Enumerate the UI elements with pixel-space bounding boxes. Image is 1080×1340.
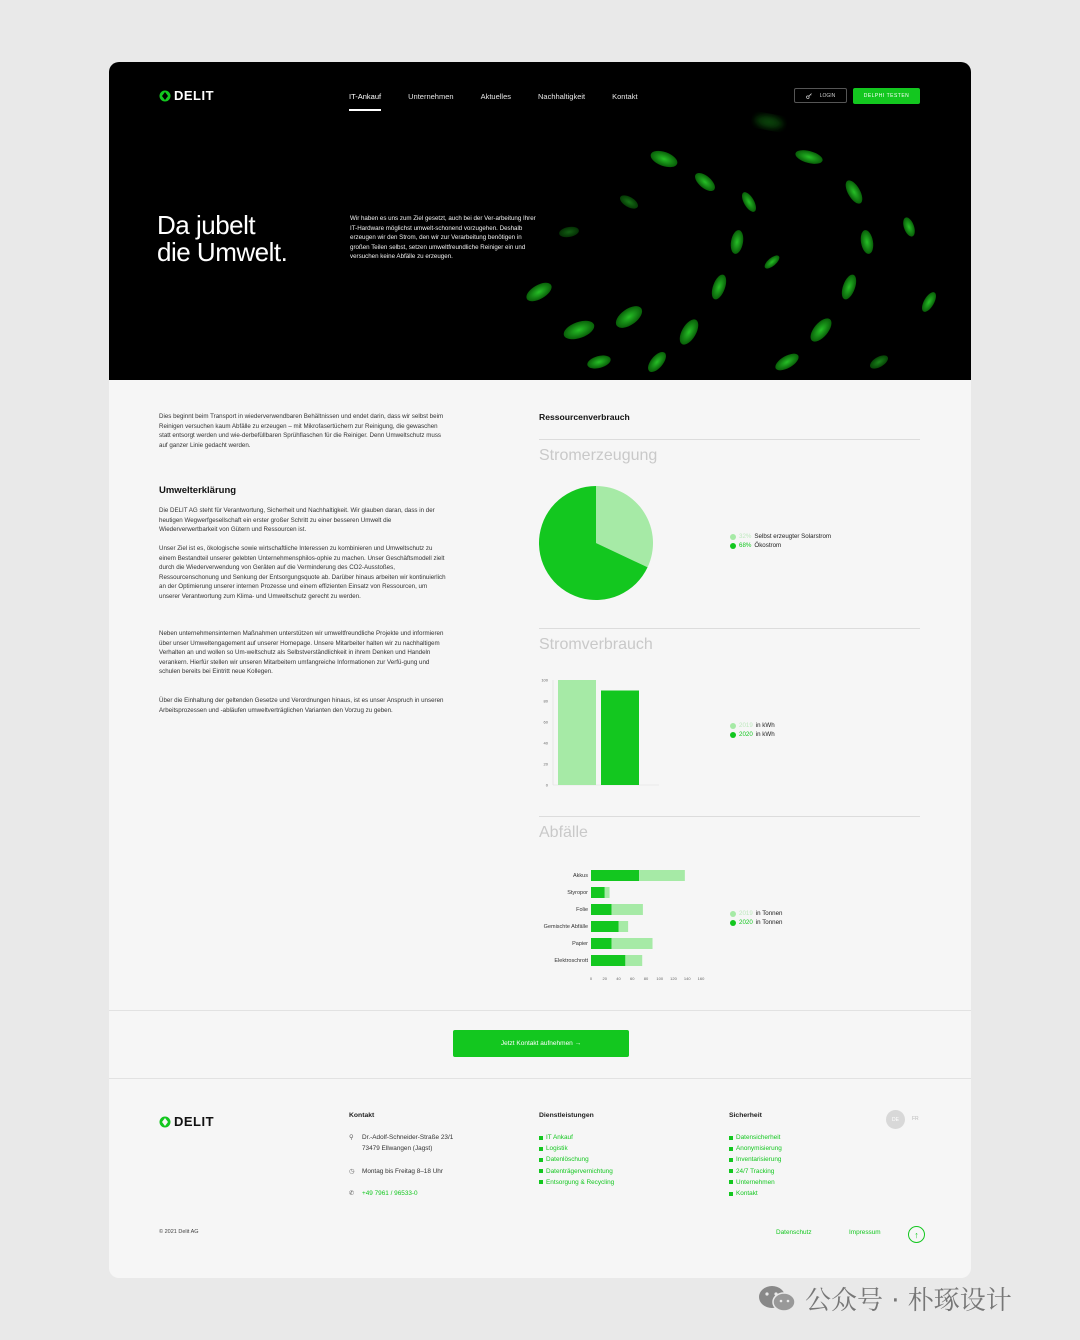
link-label: IT Ankauf <box>546 1134 573 1141</box>
stromerzeugung-pie-chart <box>535 482 657 604</box>
category-label: Styropor <box>567 890 588 896</box>
bar-2020-2 <box>591 887 605 898</box>
legend-dot-icon <box>730 534 736 540</box>
link-label: Kontakt <box>736 1190 758 1198</box>
legend-item-2019 <box>730 909 783 918</box>
footer-link-anonymisierung[interactable] <box>729 1143 782 1154</box>
bar-2020-6 <box>591 955 625 966</box>
section-divider <box>109 1010 971 1011</box>
category-label: Elektroschrott <box>554 958 588 964</box>
phone-icon: ✆ <box>349 1190 355 1197</box>
x-tick-label: 140 <box>683 976 691 980</box>
bar-2019 <box>558 680 596 785</box>
umwelterklaerung-heading: Umwelterklärung <box>159 485 237 496</box>
y-tick-label: 20 <box>543 761 548 767</box>
x-tick-label: 120 <box>670 976 677 980</box>
legend-label: Ökostrom <box>754 542 782 550</box>
bullet-icon <box>539 1169 543 1173</box>
legend-dot-icon <box>730 723 736 729</box>
legend-item-2020 <box>730 730 775 739</box>
stromerzeugung-title: Stromerzeugung <box>539 447 658 464</box>
legend-item-solar <box>730 532 831 541</box>
ressourcen-title: Ressourcenverbrauch <box>539 412 630 422</box>
bullet-icon <box>729 1180 733 1184</box>
stromverbrauch-title: Stromverbrauch <box>539 636 653 653</box>
legend-value: 32% <box>739 533 752 540</box>
link-label: Datensicherheit <box>736 1134 781 1141</box>
datenschutz-link[interactable]: Datenschutz <box>776 1229 812 1236</box>
phone-link[interactable]: +49 7961 / 96533-0 <box>362 1190 418 1197</box>
x-tick-label: 40 <box>616 976 621 980</box>
footer-phone[interactable] <box>349 1188 418 1199</box>
legend-dot-icon <box>730 911 736 917</box>
abfaelle-bar-chart <box>529 862 719 980</box>
address-line-1: Dr.-Adolf-Schneider-Straße 23/1 <box>362 1134 454 1141</box>
login-label: LOGIN <box>819 92 836 99</box>
link-label: 24/7 Tracking <box>736 1167 775 1175</box>
footer-security-heading: Sicherheit <box>729 1112 762 1119</box>
bar-2020 <box>601 691 639 786</box>
bullet-icon <box>729 1136 733 1140</box>
link-label: Unternehmen <box>736 1178 775 1186</box>
footer-logo[interactable] <box>159 1114 214 1129</box>
x-tick-label: 100 <box>656 976 664 980</box>
bar-2019-4 <box>619 921 629 932</box>
header-logo[interactable] <box>159 88 214 103</box>
legend-dot-icon <box>730 920 736 926</box>
impressum-link[interactable]: Impressum <box>849 1229 881 1236</box>
y-tick-label: 40 <box>543 740 548 746</box>
legend-label: in Tonnen <box>755 919 783 927</box>
footer-link-kontakt[interactable] <box>729 1188 782 1199</box>
bar-2020-1 <box>591 870 639 881</box>
category-label: Akkus <box>573 873 588 879</box>
link-label: Datenlöschung <box>546 1156 589 1164</box>
language-de-button[interactable]: DE <box>886 1110 905 1129</box>
link-label: Anonymisierung <box>736 1145 782 1153</box>
footer-link-inventarisierung[interactable] <box>729 1154 782 1165</box>
category-label: Folie <box>576 907 588 913</box>
footer-link-tracking[interactable] <box>729 1166 782 1177</box>
bullet-icon <box>729 1192 733 1196</box>
bullet-icon <box>729 1169 733 1173</box>
legend-label: Selbst erzeugter Solarstrom <box>754 533 832 540</box>
legend-value: 2020 <box>739 919 753 927</box>
category-label: Gemischte Abfälle <box>543 924 588 930</box>
link-label: Inventarisierung <box>736 1156 782 1164</box>
y-tick-label: 100 <box>541 677 548 683</box>
footer-link-unternehmen[interactable] <box>729 1177 782 1188</box>
hero-text: Wir haben es uns zum Ziel gesetzt, auch bei der Ver-arbeitung Ihrer IT-Hardware möglichst umwelt-schonend vorzugehen. Deshalb erzeugen wir den Strom, den wir zur Verarbeitung benötigen in großen Teilen selbst, setzen umweltfreundliche Reiniger ein und versuchen keine Abfälle zu erzeugen. <box>350 215 536 261</box>
y-tick-label: 80 <box>543 698 548 704</box>
footer-link-entsorgung[interactable] <box>539 1177 614 1188</box>
bullet-icon <box>729 1158 733 1162</box>
umwelt-paragraph-3: Neben unternehmensinternen Maßnahmen unterstützen wir umweltfreundliche Projekte und informieren über unser Umweltengagement auf unserer Homepage. Unsere Mitarbeiter halten wir zu nachhaltigem Verhalten an und wollen so Um-weltschutz als Selbstverständlichkeit in ihrem Denken und Handeln verankern. Hierfür stellen wir unseren Mitarbeitern umfangreiche Informationen zur Verfü-gung und schulen bereits bei Eintritt neue Kollegen. <box>159 630 444 676</box>
legend-label: in kWh <box>755 731 775 739</box>
bar-2019-5 <box>612 938 653 949</box>
footer-link-it-ankauf[interactable] <box>539 1132 614 1143</box>
bar-2019-1 <box>639 870 685 881</box>
page-card <box>109 62 971 1278</box>
link-label: Logistik <box>546 1145 568 1153</box>
bar-2020-4 <box>591 921 619 932</box>
y-tick-label: 0 <box>545 782 548 788</box>
footer-link-logistik[interactable] <box>539 1143 614 1154</box>
bullet-icon <box>539 1147 543 1151</box>
legend-dot-icon <box>730 732 736 738</box>
footer-address <box>349 1132 453 1154</box>
hero-title <box>157 212 287 266</box>
divider <box>539 816 920 817</box>
address-line-2: 73479 Ellwangen (Jagst) <box>362 1145 433 1152</box>
x-tick-label: 160 <box>697 976 705 980</box>
footer-link-datensicherheit[interactable] <box>729 1132 782 1143</box>
footer-link-datentraegervernichtung[interactable] <box>539 1166 614 1177</box>
waste-legend <box>730 909 783 927</box>
legend-item-2020 <box>730 918 783 927</box>
language-fr-button[interactable]: FR <box>912 1116 919 1122</box>
bar-2020-3 <box>591 904 612 915</box>
nav-item-aktuelles[interactable]: Aktuelles <box>480 92 511 101</box>
bar-2020-5 <box>591 938 612 949</box>
y-tick-label: 60 <box>543 719 548 725</box>
delphi-testen-button[interactable]: DELPHI TESTEN <box>853 88 920 104</box>
hero-section <box>109 62 971 380</box>
nav-item-it-ankauf[interactable]: IT-Ankauf <box>349 92 382 101</box>
footer-security-list <box>729 1132 782 1199</box>
watermark-text: 公众号 · 朴琢设计 <box>805 1286 1012 1316</box>
legend-label: in kWh <box>755 722 775 729</box>
category-label: Papier <box>572 941 588 947</box>
main-nav <box>349 92 665 101</box>
abfaelle-title: Abfälle <box>539 824 588 841</box>
legend-value: 68% <box>739 542 752 550</box>
x-tick-label: 80 <box>643 976 649 980</box>
footer-contact-heading: Kontakt <box>349 1112 375 1119</box>
bullet-icon <box>539 1180 543 1184</box>
logo-mark-icon <box>159 1116 171 1128</box>
scroll-to-top-button[interactable]: ↑ <box>908 1226 925 1243</box>
nav-item-kontakt[interactable]: Kontakt <box>612 92 638 101</box>
legend-value: 2019 <box>739 722 753 729</box>
clock-icon: ◷ <box>349 1168 355 1175</box>
logo-mark-icon <box>159 90 171 102</box>
pie-legend <box>730 532 831 550</box>
bullet-icon <box>539 1158 543 1162</box>
link-label: Datenträgervernichtung <box>546 1167 613 1175</box>
section-divider <box>109 1078 971 1079</box>
x-tick-label: 20 <box>602 976 607 980</box>
bar-2019-2 <box>605 887 610 898</box>
hero-title-line2: die Umwelt. <box>157 237 288 267</box>
x-tick-label: 60 <box>630 976 635 980</box>
location-pin-icon: ⚲ <box>349 1134 354 1141</box>
bar-2019-6 <box>625 955 642 966</box>
wechat-icon <box>757 1284 797 1314</box>
footer-services-heading: Dienstleistungen <box>539 1112 594 1119</box>
logo-text: DELIT <box>174 88 215 103</box>
intro-text: Dies beginnt beim Transport in wiederverwendbaren Behältnissen und endet darin, dass wir selbst beim Reinigen versuchen kaum Abfälle zu erzeugen – mit Mikrofasertüchern zur Reinigung, die gewaschen statt entsorgt werden und wie-derbefüllbaren Sprühflaschen für die Reiniger. Denn Umweltschutz muss auf ganzer Linie gedacht werden. <box>159 413 444 449</box>
legend-item-2019 <box>730 721 775 730</box>
watermark <box>757 1280 1012 1317</box>
bullet-icon <box>729 1147 733 1151</box>
legend-label: in Tonnen <box>755 910 783 917</box>
key-icon <box>806 93 812 99</box>
stromverbrauch-bar-chart <box>534 674 664 790</box>
bullet-icon <box>539 1136 543 1140</box>
divider <box>539 628 920 629</box>
login-button[interactable] <box>794 88 847 103</box>
hero-title-line1: Da jubelt <box>157 210 256 240</box>
footer-link-datenloeschung[interactable] <box>539 1154 614 1165</box>
bar-2019-3 <box>612 904 643 915</box>
legend-value: 2020 <box>739 731 753 739</box>
divider <box>539 439 920 440</box>
copyright-text: © 2021 Delit AG <box>159 1229 199 1235</box>
legend-dot-icon <box>730 543 736 549</box>
umwelt-paragraph-2: Unser Ziel ist es, ökologische sowie wirtschaftliche Interessen zu kombinieren und Umweltschutz zu einem Bestandteil unserer gelebten Unternehmensphilos-ophie zu machen. Unser Geschäftsmodell zielt durch die Wiederverwendung von Geräten auf die Verminderung des CO2-Ausstoßes, Ressourcenschonung und Senkung der Entsorgungsquote ab. Darüber hinaus arbeiten wir kontinuierlich an der Optimierung unserer internen Prozesse und einem effizienten Einsatz von Ressourcen, um unserer Verantwortung zum Klima- und Umweltschutz gerecht zu werden. <box>159 545 446 600</box>
x-tick-label: 0 <box>589 976 593 980</box>
umwelt-paragraph-1: Die DELIT AG steht für Verantwortung, Sicherheit und Nachhaltigkeit. Wir glauben daran, dass in der heutigen Wegwerfgesellschaft ein erster großer Schritt zu einer besseren Umwelt die Wiederverwertbarkeit von Gütern und Ressourcen ist. <box>159 507 435 534</box>
hours-text: Montag bis Freitag 8–18 Uhr <box>362 1168 443 1175</box>
nav-item-unternehmen[interactable]: Unternehmen <box>408 92 454 101</box>
footer-services-list <box>539 1132 614 1188</box>
legend-item-oekostrom <box>730 541 831 550</box>
logo-text: DELIT <box>174 1114 215 1129</box>
contact-cta-button[interactable]: Jetzt Kontakt aufnehmen → <box>453 1030 629 1057</box>
nav-item-nachhaltigkeit[interactable]: Nachhaltigkeit <box>538 92 586 101</box>
footer-hours <box>349 1166 443 1177</box>
legend-value: 2019 <box>739 910 753 917</box>
umwelt-paragraph-4: Über die Einhaltung der geltenden Gesetze und Verordnungen hinaus, ist es unser Anspruch in unseren Arbeitsprozessen und -abläufen umweltverträglichen Varianten den Vorzug zu geben. <box>159 697 444 714</box>
link-label: Entsorgung & Recycling <box>546 1178 615 1186</box>
bar-legend <box>730 721 775 739</box>
